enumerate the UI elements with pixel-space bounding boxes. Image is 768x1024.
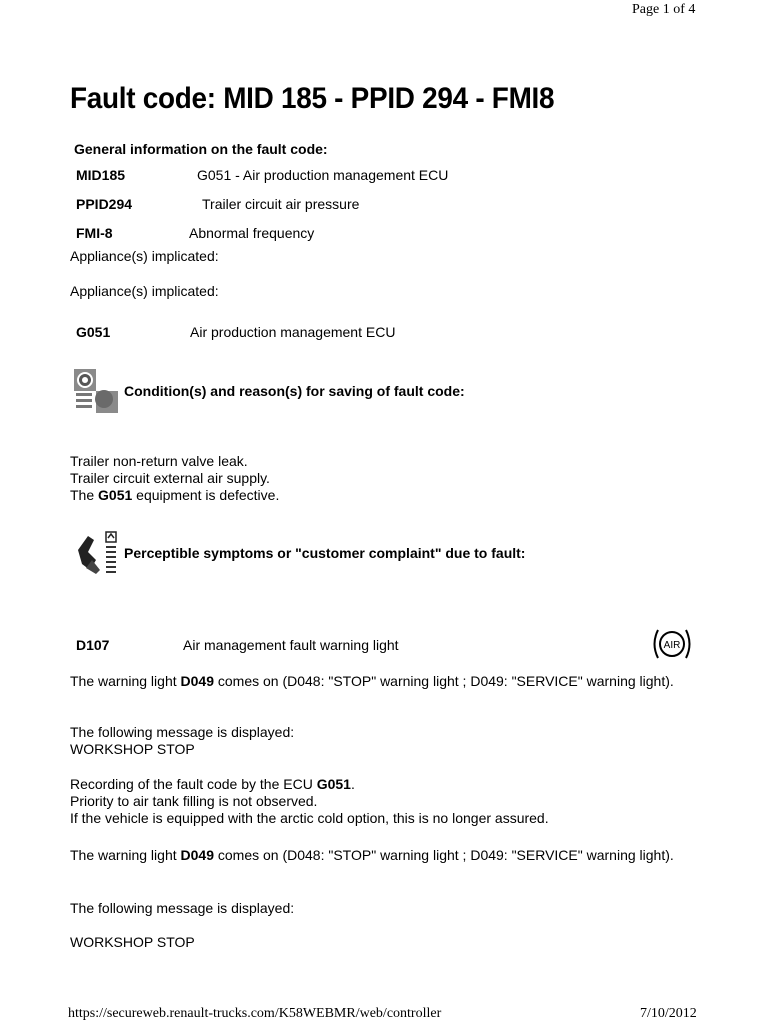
message-intro: The following message is displayed: <box>70 724 295 740</box>
condition-line-2: Trailer circuit external air supply. <box>70 470 270 486</box>
footer-date: 7/10/2012 <box>640 1006 697 1021</box>
warning-light-code: D107 <box>76 637 110 653</box>
conditions-heading: Condition(s) and reason(s) for saving of fault code: <box>124 383 465 399</box>
gears-icon <box>74 369 118 413</box>
footer-url: https://secureweb.renault-trucks.com/K58WEBMR/web/controller <box>68 1006 442 1021</box>
appliance-description: Air production management ECU <box>190 324 396 340</box>
message-intro-2: The following message is displayed: <box>70 900 295 916</box>
conditions-list <box>70 453 710 504</box>
page-title: Fault code: MID 185 - PPID 294 - FMI8 <box>70 82 555 115</box>
fmi-description: Abnormal frequency <box>189 225 315 241</box>
fmi-code: FMI-8 <box>76 225 113 241</box>
mid-description: G051 - Air production management ECU <box>197 167 449 183</box>
mid-code: MID185 <box>76 167 126 183</box>
appliances-label: Appliance(s) implicated: <box>70 248 219 264</box>
page-number: Page 1 of 4 <box>632 2 696 17</box>
paragraph-message-1 <box>70 724 710 758</box>
ppid-code: PPID294 <box>76 196 133 212</box>
ppid-description: Trailer circuit air pressure <box>202 196 360 212</box>
customer-complaint-icon <box>74 530 118 576</box>
message-text-2: WORKSHOP STOP <box>70 934 195 950</box>
recording-line-2: Priority to air tank filling is not observed. <box>70 793 318 809</box>
air-icon-label: AIR <box>663 640 681 651</box>
recording-line-1: Recording of the fault code by the ECU G051. <box>70 776 355 792</box>
appliance-code: G051 <box>76 324 111 340</box>
appliances-label-repeat: Appliance(s) implicated: <box>70 283 219 299</box>
recording-line-3: If the vehicle is equipped with the arctic cold option, this is no longer assured. <box>70 810 549 826</box>
condition-line-1: Trailer non-return valve leak. <box>70 453 248 469</box>
message-text: WORKSHOP STOP <box>70 741 195 757</box>
paragraph-warning-2: The warning light D049 comes on (D048: "STOP" warning light ; D049: "SERVICE" warning light). <box>70 847 674 863</box>
condition-line-3: The G051 equipment is defective. <box>70 487 280 503</box>
paragraph-warning-1: The warning light D049 comes on (D048: "STOP" warning light ; D049: "SERVICE" warning light). <box>70 673 674 689</box>
symptoms-heading: Perceptible symptoms or "customer complaint" due to fault: <box>124 545 526 561</box>
air-warning-icon <box>650 627 694 661</box>
warning-light-description: Air management fault warning light <box>183 637 399 653</box>
general-info-heading: General information on the fault code: <box>74 141 328 157</box>
paragraph-recording <box>70 776 710 827</box>
